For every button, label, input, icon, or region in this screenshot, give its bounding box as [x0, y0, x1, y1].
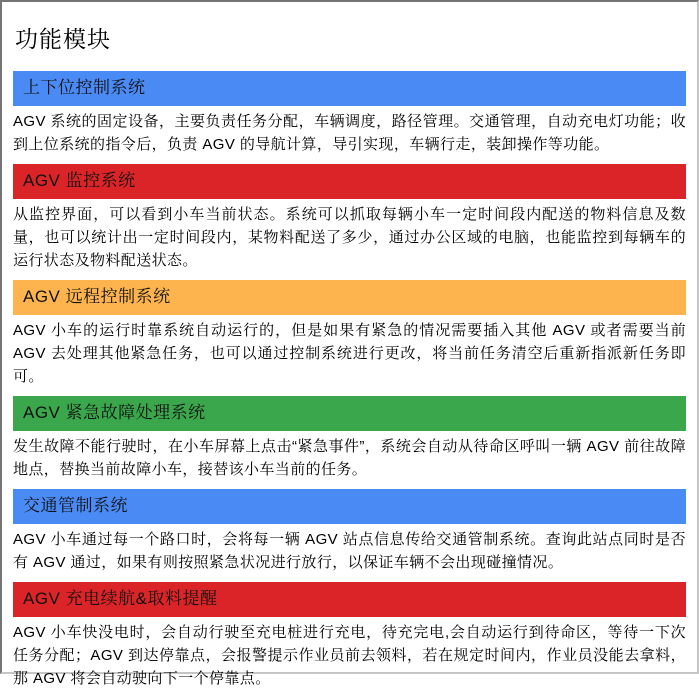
- module-section: [13, 71, 686, 156]
- module-description: 从监控界面，可以看到小车当前状态。系统可以抓取每辆小车一定时间段内配送的物料信息及数量，也可以统计出一定时间段内，某物料配送了多少，通过办公区域的电脑，也能监控到每辆车的运行状态及物料配送状态。: [13, 206, 686, 269]
- module-description: AGV 小车通过每一个路口时，会将每一辆 AGV 站点信息传给交通管制系统。查询此站点同时是否有 AGV 通过，如果有则按照紧急状况进行放行，以保证车辆不会出现碰撞情况。: [13, 531, 686, 571]
- module-list: [13, 71, 686, 690]
- module-header-title: AGV 远程控制系统: [23, 287, 171, 306]
- module-header-title: 上下位控制系统: [23, 78, 146, 97]
- module-header: [13, 489, 686, 524]
- module-section: [13, 489, 686, 574]
- module-description: AGV 小车快没电时，会自动行驶至充电桩进行充电，待充完电,会自动运行到待命区，等待一下次任务分配；AGV 到达停靠点，会报警提示作业员前去领料，若在规定时间内，作业员没能去拿料，那 AGV 将会自动驶向下一个停靠点。: [13, 624, 686, 687]
- module-header: [13, 582, 686, 617]
- module-description: AGV 小车的运行时靠系统自动运行的，但是如果有紧急的情况需要插入其他 AGV 或者需要当前 AGV 去处理其他紧急任务，也可以通过控制系统进行更改，将当前任务清空后重新指派新任务即可。: [13, 322, 686, 385]
- module-header: [13, 280, 686, 315]
- module-header: [13, 396, 686, 431]
- module-header: [13, 71, 686, 106]
- module-section: [13, 280, 686, 388]
- module-description: 发生故障不能行驶时，在小车屏幕上点击“紧急事件”，系统会自动从待命区呼叫一辆 AGV 前往故障地点，替换当前故障小车，接替该小车当前的任务。: [13, 438, 686, 478]
- module-header-title: AGV 监控系统: [23, 171, 136, 190]
- document-page: [2, 2, 697, 687]
- module-section: [13, 396, 686, 481]
- module-header-title: AGV 紧急故障处理系统: [23, 403, 206, 422]
- module-description: AGV 系统的固定设备，主要负责任务分配，车辆调度，路径管理。交通管理，自动充电灯功能；收到上位系统的指令后，负责 AGV 的导航计算，导引实现，车辆行走，装卸操作等功能。: [13, 113, 686, 153]
- module-header-title: AGV 充电续航&取料提醒: [23, 589, 218, 608]
- page-title: 功能模块: [15, 26, 111, 52]
- module-header: [13, 164, 686, 199]
- module-header-title: 交通管制系统: [23, 496, 128, 515]
- module-section: [13, 164, 686, 272]
